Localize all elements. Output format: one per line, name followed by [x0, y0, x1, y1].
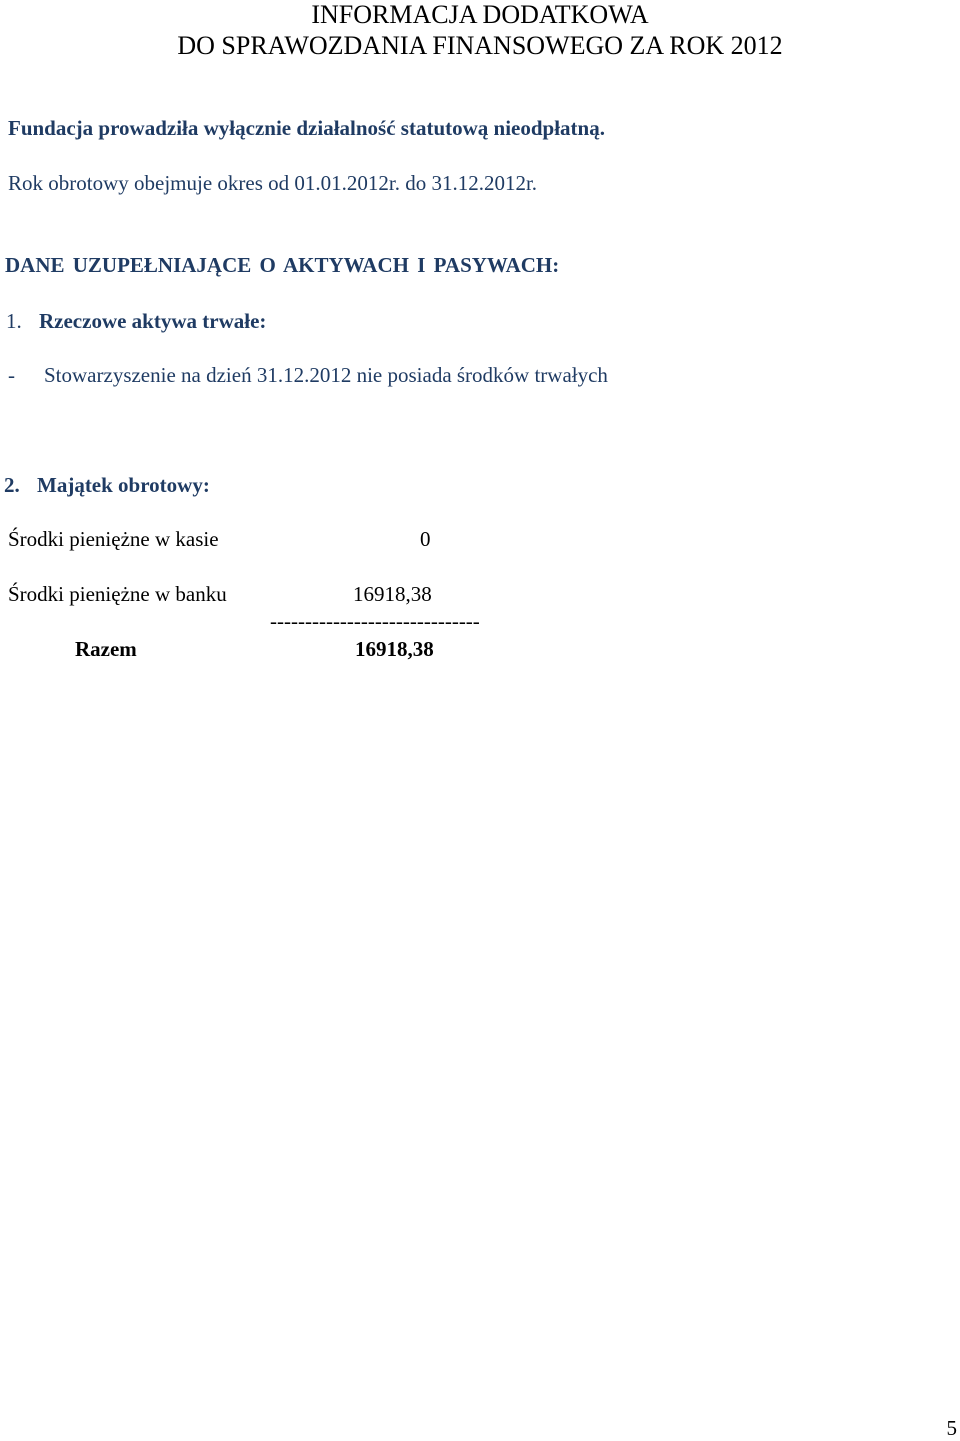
fixed-assets-bullet: -	[8, 363, 15, 387]
bank-value: 16918,38	[353, 582, 432, 606]
total-label: Razem	[75, 637, 137, 661]
current-assets-number: 2.	[4, 473, 20, 497]
page-number: 5	[946, 1416, 957, 1440]
bank-label: Środki pieniężne w banku	[8, 582, 227, 606]
current-assets-heading: Majątek obrotowy:	[37, 473, 210, 497]
fixed-assets-text: Stowarzyszenie na dzień 31.12.2012 nie posiada środków trwałych	[44, 363, 608, 387]
document-title-line1: INFORMACJA DODATKOWA	[311, 0, 649, 29]
sum-separator: ------------------------------	[270, 609, 480, 633]
total-value: 16918,38	[355, 637, 434, 661]
fiscal-year-statement: Rok obrotowy obejmuje okres od 01.01.2012r. do 31.12.2012r.	[8, 171, 538, 195]
activity-statement: Fundacja prowadziła wyłącznie działalność statutową nieodpłatną.	[8, 116, 605, 140]
cash-label: Środki pieniężne w kasie	[8, 527, 219, 551]
section-heading: DANE UZUPEŁNIAJĄCE O AKTYWACH I PASYWACH:	[5, 253, 560, 277]
document-title-line2: DO SPRAWOZDANIA FINANSOWEGO ZA ROK 2012	[177, 31, 783, 60]
fixed-assets-heading: Rzeczowe aktywa trwałe:	[39, 309, 267, 333]
cash-value: 0	[420, 527, 431, 551]
fixed-assets-number: 1.	[6, 309, 22, 333]
